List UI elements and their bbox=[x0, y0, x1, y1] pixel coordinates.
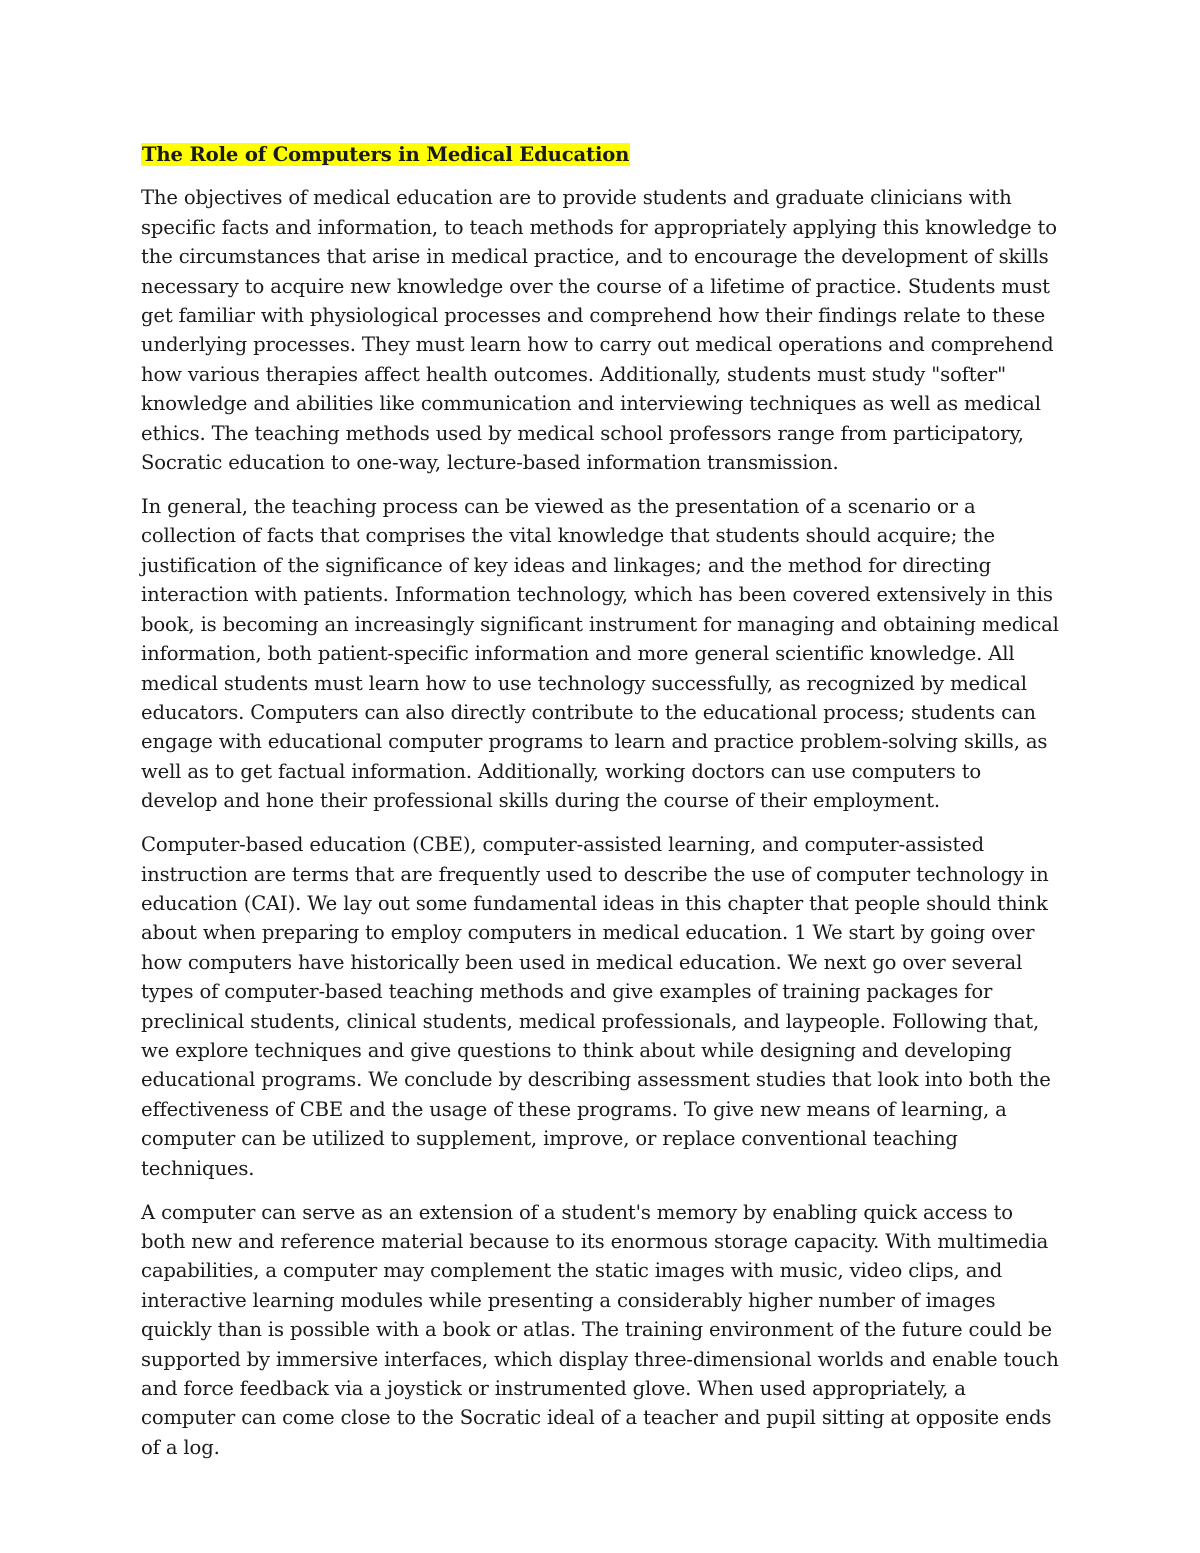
document-body bbox=[141, 140, 1061, 1477]
paragraph-2: In general, the teaching process can be viewed as the presentation of a scenario or a collection of facts that comprises the vital knowledge that students should acquire; the justification of the significance of key ideas and linkages; and the method for directing interaction with patients. Information technology, which has been covered extensively in this book, is becoming an increasingly significant instrument for managing and obtaining medical information, both patient-specific information and more general scientific knowledge. All medical students must learn how to use technology successfully, as recognized by medical educators. Computers can also directly contribute to the educational process; students can engage with educational computer programs to learn and practice problem-solving skills, as well as to get factual information. Additionally, working doctors can use computers to develop and hone their professional skills during the course of their employment. bbox=[141, 495, 1059, 813]
document-title bbox=[141, 140, 1061, 169]
paragraph-4: A computer can serve as an extension of a student's memory by enabling quick access to both new and reference material because to its enormous storage capacity. With multimedia capabilities, a computer may complement the static images with music, video clips, and interactive learning modules while presenting a considerably higher number of images quickly than is possible with a book or atlas. The training environment of the future could be supported by immersive interfaces, which display three-dimensional worlds and enable touch and force feedback via a joystick or instrumented glove. When used appropriately, a computer can come close to the Socratic ideal of a teacher and pupil sitting at opposite ends of a log. bbox=[141, 1200, 1059, 1459]
paragraph-3: Computer-based education (CBE), computer-assisted learning, and computer-assisted instruction are terms that are frequently used to describe the use of computer technology in education (CAI). We lay out some fundamental ideas in this chapter that people should think about when preparing to employ computers in medical education. 1 We start by going over how computers have historically been used in medical education. We next go over several types of computer-based teaching methods and give examples of training packages for preclinical students, clinical students, medical professionals, and laypeople. Following that, we explore techniques and give questions to think about while designing and developing educational programs. We conclude by describing assessment studies that look into both the effectiveness of CBE and the usage of these programs. To give new means of learning, a computer can be utilized to supplement, improve, or replace conventional teaching techniques. bbox=[141, 833, 1051, 1180]
document-title-text: The Role of Computers in Medical Education bbox=[142, 143, 630, 166]
paragraph-1: The objectives of medical education are to provide students and graduate clinicians with specific facts and information, to teach methods for appropriately applying this knowledge to the circumstances that arise in medical practice, and to encourage the development of skills necessary to acquire new knowledge over the course of a lifetime of practice. Students must get familiar with physiological processes and comprehend how their findings relate to these underlying processes. They must learn how to carry out medical operations and comprehend how various therapies affect health outcomes. Additionally, students must study "softer" knowledge and abilities like communication and interviewing techniques as well as medical ethics. The teaching methods used by medical school professors range from participatory, Socratic education to one-way, lecture-based information transmission. bbox=[141, 186, 1057, 475]
